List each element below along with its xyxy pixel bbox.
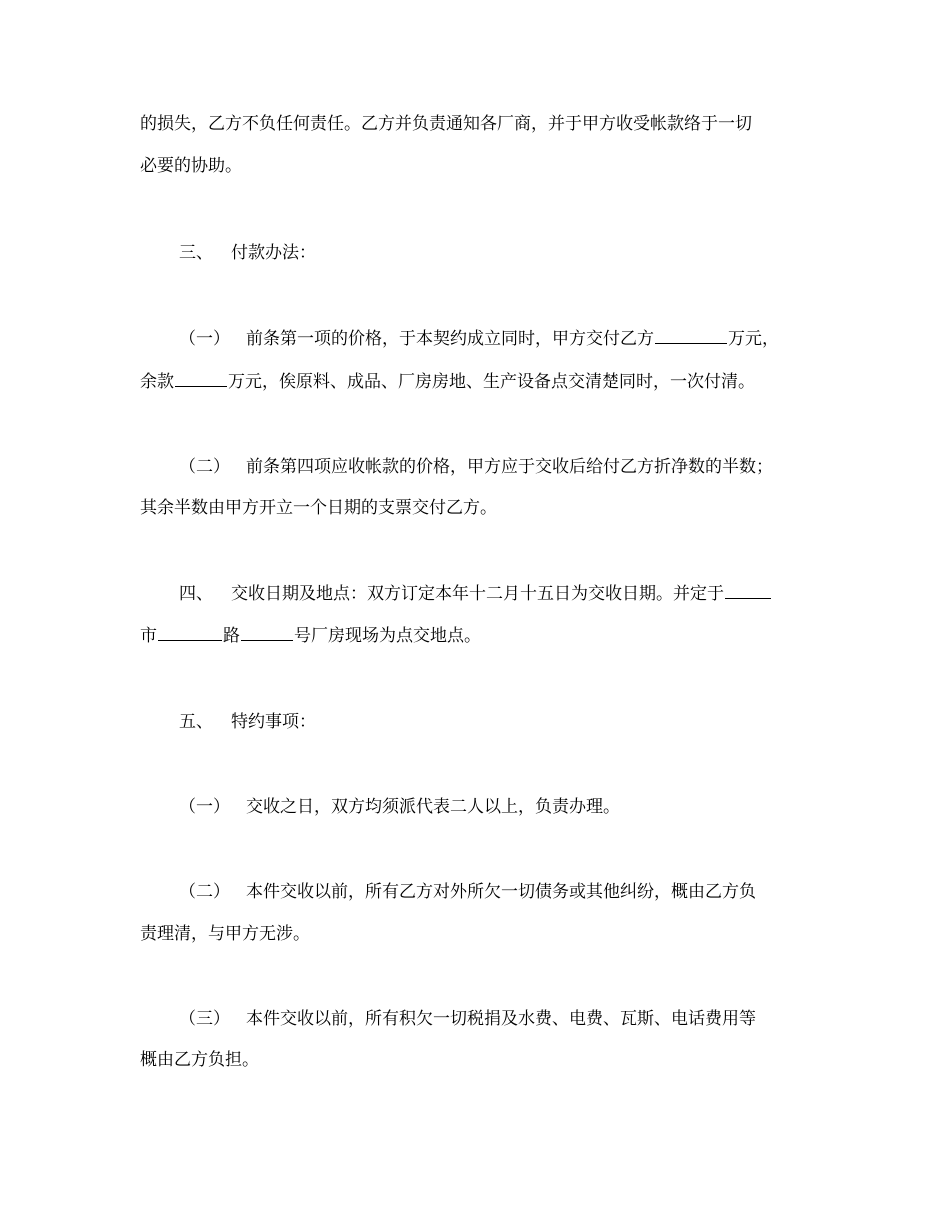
- clause-text: 本件交收以前，所有乙方对外所欠一切债务或其他纠纷，概由乙方负: [246, 882, 756, 902]
- section-text: 交收日期及地点：双方订定本年十二月十五日为交收日期。并定于: [231, 584, 724, 604]
- clause-line: 概由乙方负担。: [140, 1050, 259, 1070]
- section-title: 特约事项：: [231, 712, 316, 732]
- section-line: [140, 625, 481, 647]
- section-number: 三、: [179, 243, 213, 263]
- paragraph-text: 的损失，乙方不负任何责任。乙方并负责通知各厂商，并于甲方收受帐款络于一切: [140, 114, 752, 134]
- clause-text: 本件交收以前，所有积欠一切税捐及水费、电费、瓦斯、电话费用等: [246, 1009, 756, 1029]
- clause-number: （二）: [179, 882, 230, 902]
- fill-blank: [725, 583, 771, 599]
- section-title: 付款办法：: [231, 243, 316, 263]
- clause-line: 其余半数由甲方开立一个日期的支票交付乙方。: [140, 498, 497, 518]
- clause-line: [179, 1008, 756, 1030]
- paragraph-text: 必要的协助。: [140, 156, 242, 176]
- section-heading: [179, 711, 316, 733]
- clause-line: [140, 371, 755, 393]
- clause-number: （一）: [179, 797, 230, 817]
- clause-number: （三）: [179, 1009, 230, 1029]
- fill-blank: [241, 625, 293, 641]
- clause-line: 责理清，与甲方无涉。: [140, 924, 310, 944]
- section-heading: [179, 242, 316, 264]
- section-heading: [179, 583, 772, 605]
- section-number: 四、: [179, 584, 213, 604]
- clause-text: 交收之日，双方均须派代表二人以上，负责办理。: [246, 797, 620, 817]
- clause-text: 前条第四项应收帐款的价格，甲方应于交收后给付乙方折净数的半数；: [246, 457, 773, 477]
- fill-blank: [175, 371, 227, 387]
- clause-text: 余款: [140, 372, 174, 392]
- clause-number: （一）: [179, 329, 230, 349]
- clause-line: [179, 796, 620, 818]
- clause-text: 万元，: [728, 329, 779, 349]
- section-text: 号厂房现场为点交地点。: [294, 626, 481, 646]
- clause-text: 前条第一项的价格，于本契约成立同时，甲方交付乙方: [246, 329, 654, 349]
- fill-blank: [655, 328, 727, 344]
- clause-line: [179, 456, 773, 478]
- section-text: 市: [140, 626, 157, 646]
- clause-line: [179, 328, 779, 350]
- fill-blank: [158, 625, 222, 641]
- clause-number: （二）: [179, 457, 230, 477]
- section-text: 路: [223, 626, 240, 646]
- clause-text: 万元，俟原料、成品、厂房房地、生产设备点交清楚同时，一次付清。: [228, 372, 755, 392]
- section-number: 五、: [179, 712, 213, 732]
- clause-line: [179, 881, 756, 903]
